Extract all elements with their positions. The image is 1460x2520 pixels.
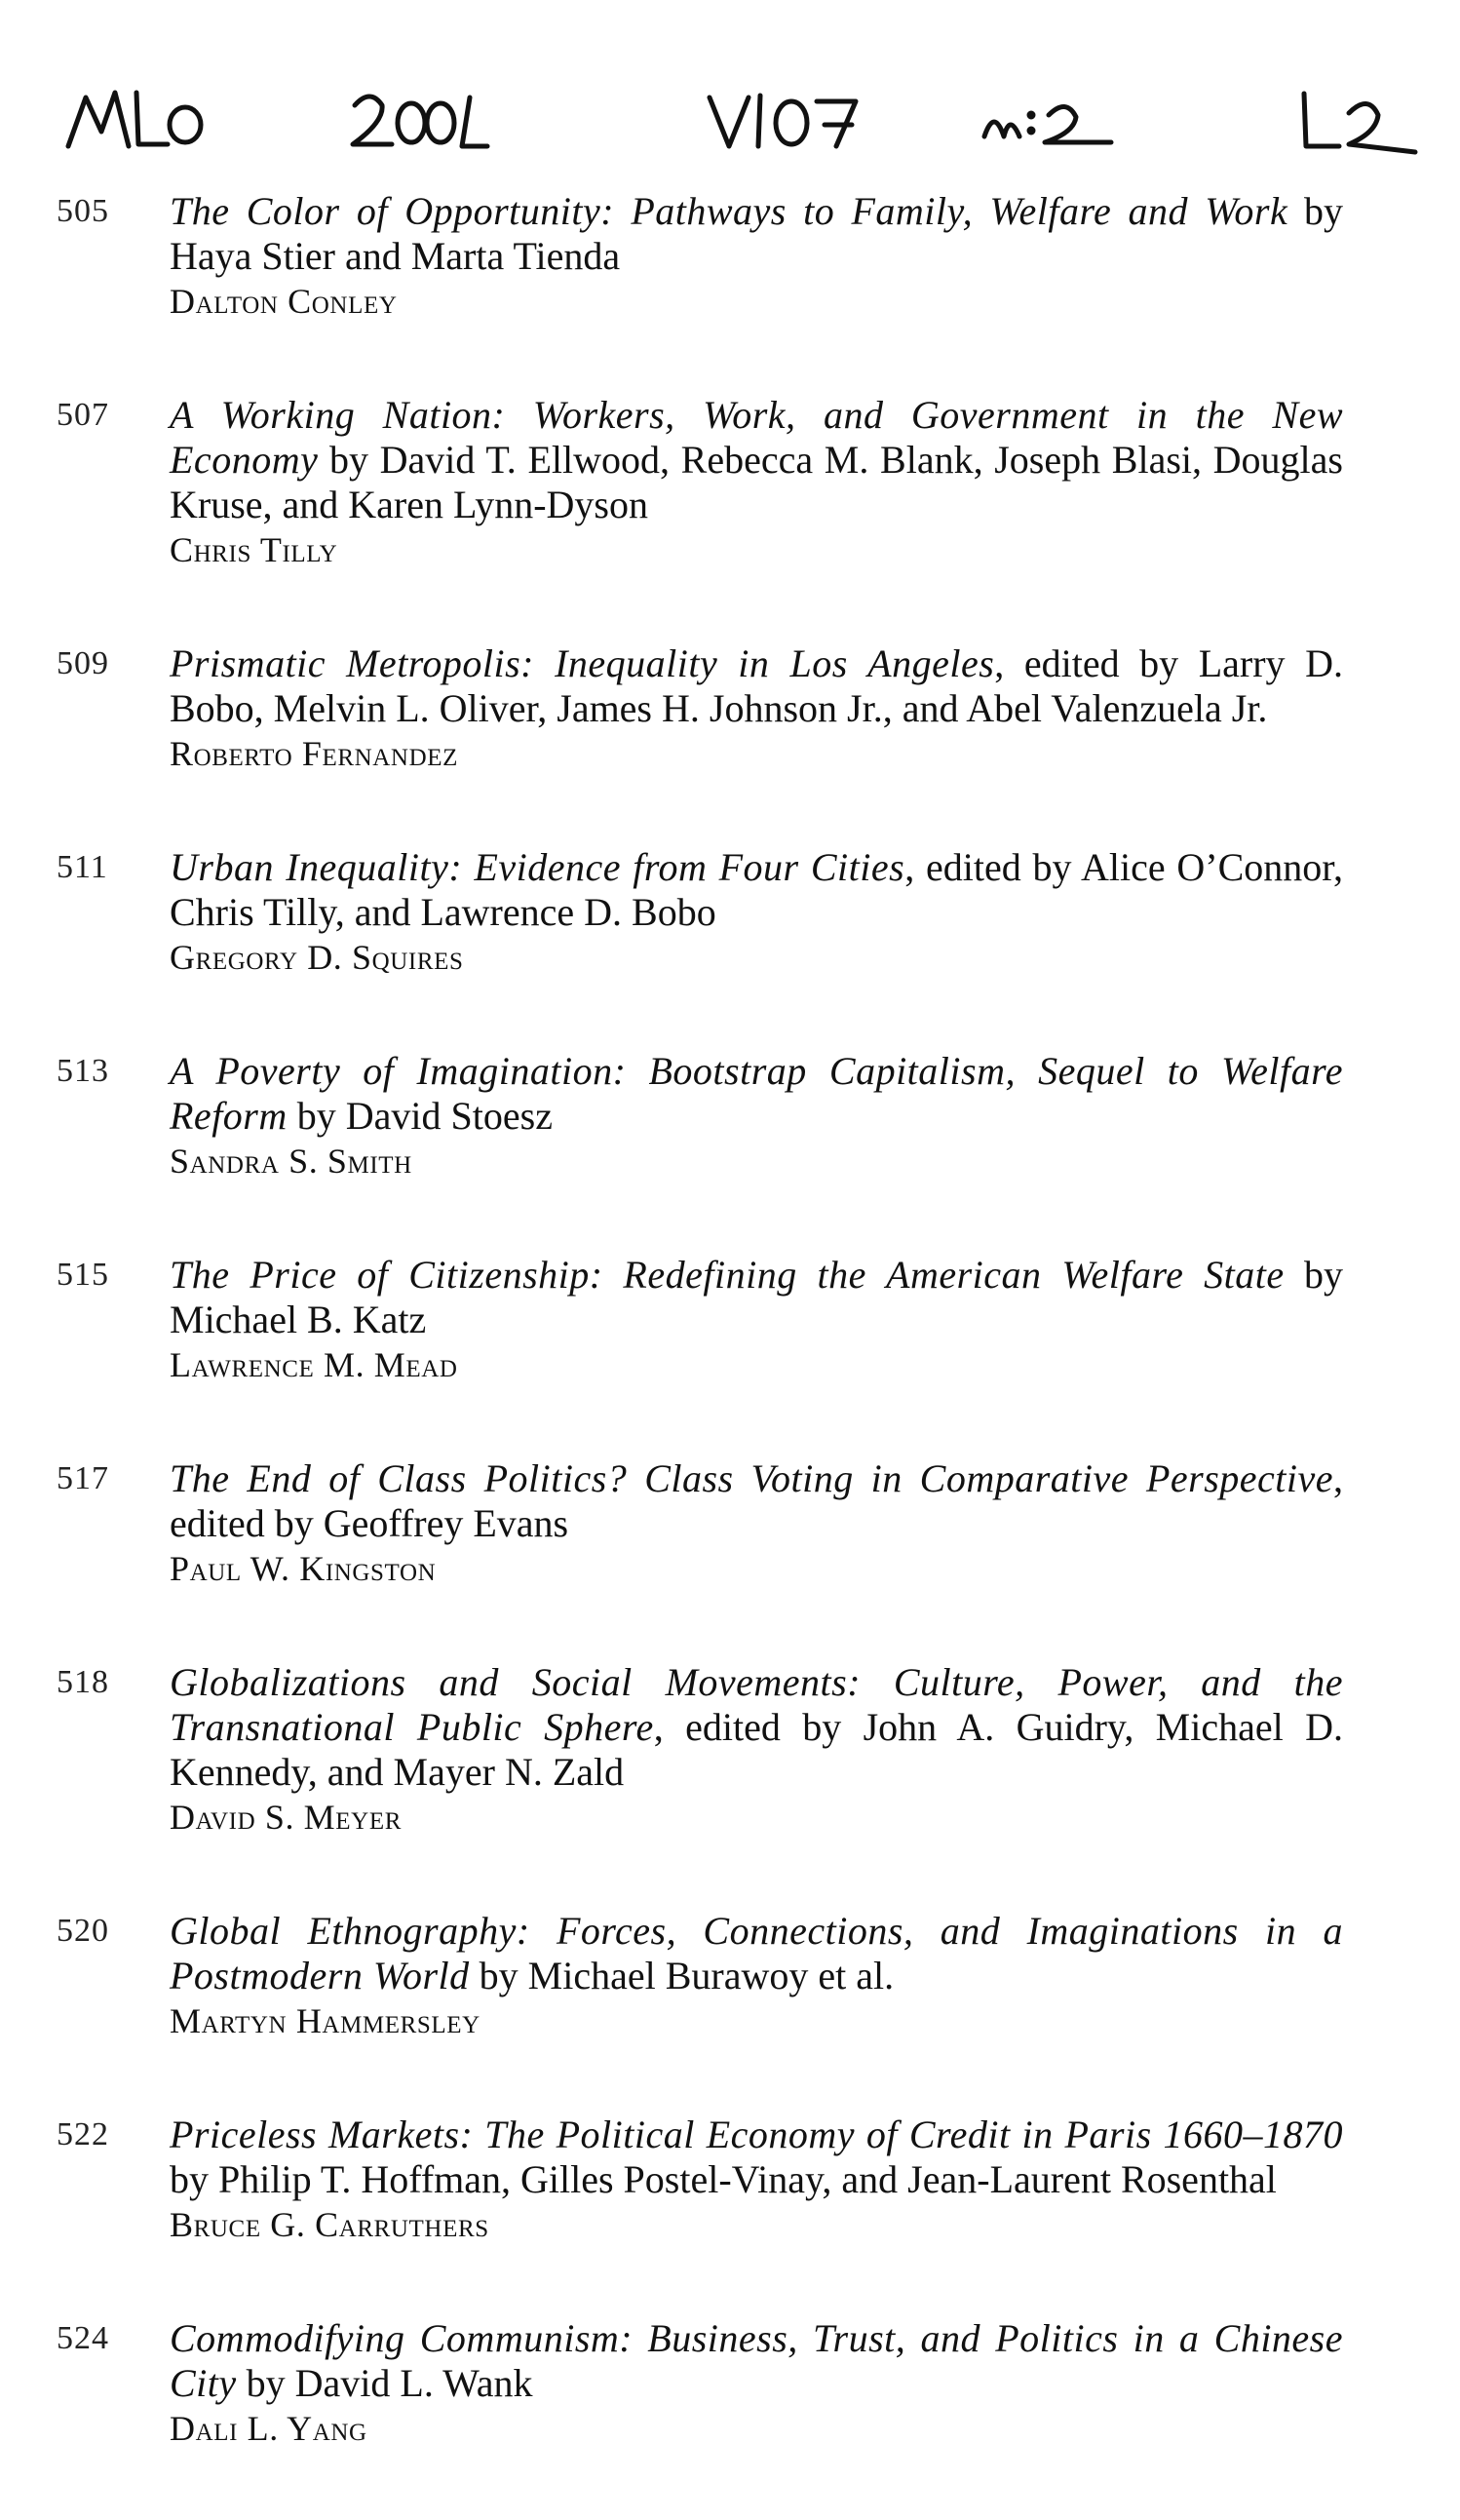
page-number: 518 — [57, 1664, 109, 1700]
reviewer-name: Dali L. Yang — [170, 2409, 367, 2448]
page-number: 505 — [57, 193, 109, 229]
handwritten-mark-5 — [1304, 94, 1339, 146]
page-number: 511 — [57, 849, 108, 885]
reviewer-name: Gregory D. Squires — [170, 938, 464, 977]
book-authors: by Michael B. Katz — [170, 1253, 1344, 1341]
review-citation — [170, 2113, 1343, 2247]
review-citation — [170, 1456, 1343, 1591]
reviewer-name: Chris Tilly — [170, 530, 338, 569]
handwritten-mark-3 — [710, 97, 749, 146]
page-number: 507 — [57, 397, 109, 433]
page-number: 524 — [57, 2320, 109, 2356]
review-entry — [57, 641, 1343, 776]
review-citation — [170, 2316, 1343, 2451]
review-entry — [57, 1456, 1343, 1591]
book-title: Priceless Markets: The Political Economy of Credit in Paris 1660–1870 — [170, 2113, 1343, 2156]
review-citation — [170, 189, 1343, 324]
reviewer-name: Roberto Fernandez — [170, 734, 458, 773]
reviewer-name: Bruce G. Carruthers — [170, 2205, 489, 2244]
book-authors: by David L. Wank — [236, 2361, 533, 2405]
page-number: 509 — [57, 645, 109, 681]
book-title: The End of Class Politics? Class Voting in Comparative Perspective — [170, 1456, 1333, 1500]
review-entry — [57, 845, 1343, 980]
review-citation — [170, 393, 1343, 572]
review-citation — [170, 641, 1343, 776]
review-citation — [170, 1049, 1343, 1183]
handwritten-mark-2 — [353, 97, 392, 144]
review-citation — [170, 1909, 1343, 2043]
book-title: A Poverty of Imagination: Bootstrap Capitalism, Sequel to Welfare Reform — [170, 1049, 1343, 1138]
book-title: The Color of Opportunity: Pathways to Family, Welfare and Work — [170, 189, 1288, 233]
review-entry — [57, 1909, 1343, 2043]
book-title: Urban Inequality: Evidence from Four Cities — [170, 845, 905, 889]
book-title: Commodifying Communism: Business, Trust, and Politics in a Chinese City — [170, 2316, 1343, 2405]
handwritten-mark-1 — [68, 93, 129, 146]
review-entry — [57, 2113, 1343, 2247]
book-authors: , edited by Alice O’Connor, Chris Tilly, and Lawrence D. Bobo — [170, 845, 1343, 934]
handwritten-marks-drawing — [0, 0, 1460, 185]
book-title: Globalizations and Social Movements: Culture, Power, and the Transnational Public Sphere — [170, 1660, 1343, 1749]
book-authors: by Haya Stier and Marta Tienda — [170, 189, 1343, 278]
reviewer-name: David S. Meyer — [170, 1798, 402, 1837]
review-entry — [57, 1253, 1343, 1387]
book-authors: , edited by Larry D. Bobo, Melvin L. Oliver, James H. Johnson Jr., and Abel Valenzuela Jr. — [170, 641, 1344, 730]
book-authors: by Philip T. Hoffman, Gilles Postel-Vinay, and Jean-Laurent Rosenthal — [170, 2157, 1277, 2201]
book-authors: , edited by John A. Guidry, Michael D. Kennedy, and Mayer N. Zald — [170, 1705, 1343, 1794]
review-entry — [57, 1660, 1343, 1840]
book-authors: by Michael Burawoy et al. — [469, 1954, 895, 1997]
reviewer-name: Paul W. Kingston — [170, 1549, 437, 1588]
review-entry — [57, 1049, 1343, 1183]
reviewer-name: Lawrence M. Mead — [170, 1345, 458, 1384]
book-authors: by David T. Ellwood, Rebecca M. Blank, Joseph Blasi, Douglas Kruse, and Karen Lynn-Dyson — [170, 438, 1343, 526]
page-number: 515 — [57, 1257, 109, 1293]
page-number: 520 — [57, 1913, 109, 1949]
review-entry — [57, 189, 1343, 324]
page-number: 517 — [57, 1460, 109, 1496]
review-entry — [57, 393, 1343, 572]
page-number: 513 — [57, 1053, 109, 1089]
reviewer-name: Sandra S. Smith — [170, 1142, 412, 1181]
handwritten-annotation — [0, 0, 1460, 185]
book-title: The Price of Citizenship: Redefining the American Welfare State — [170, 1253, 1285, 1297]
book-authors: by David Stoesz — [287, 1094, 553, 1138]
reviewer-name: Martyn Hammersley — [170, 2001, 480, 2040]
book-title: A Working Nation: Workers, Work, and Government in the New Economy — [170, 393, 1343, 482]
handwritten-mark-4 — [984, 122, 1019, 136]
book-title: Global Ethnography: Forces, Connections, and Imaginations in a Postmodern World — [170, 1909, 1343, 1997]
review-citation — [170, 845, 1343, 980]
book-review-list — [57, 189, 1343, 2520]
book-authors: , edited by Geoffrey Evans — [170, 1456, 1343, 1545]
review-entry — [57, 2316, 1343, 2451]
book-title: Prismatic Metropolis: Inequality in Los Angeles — [170, 641, 995, 685]
page-number: 522 — [57, 2116, 109, 2152]
reviewer-name: Dalton Conley — [170, 282, 398, 321]
review-citation — [170, 1660, 1343, 1840]
review-citation — [170, 1253, 1343, 1387]
